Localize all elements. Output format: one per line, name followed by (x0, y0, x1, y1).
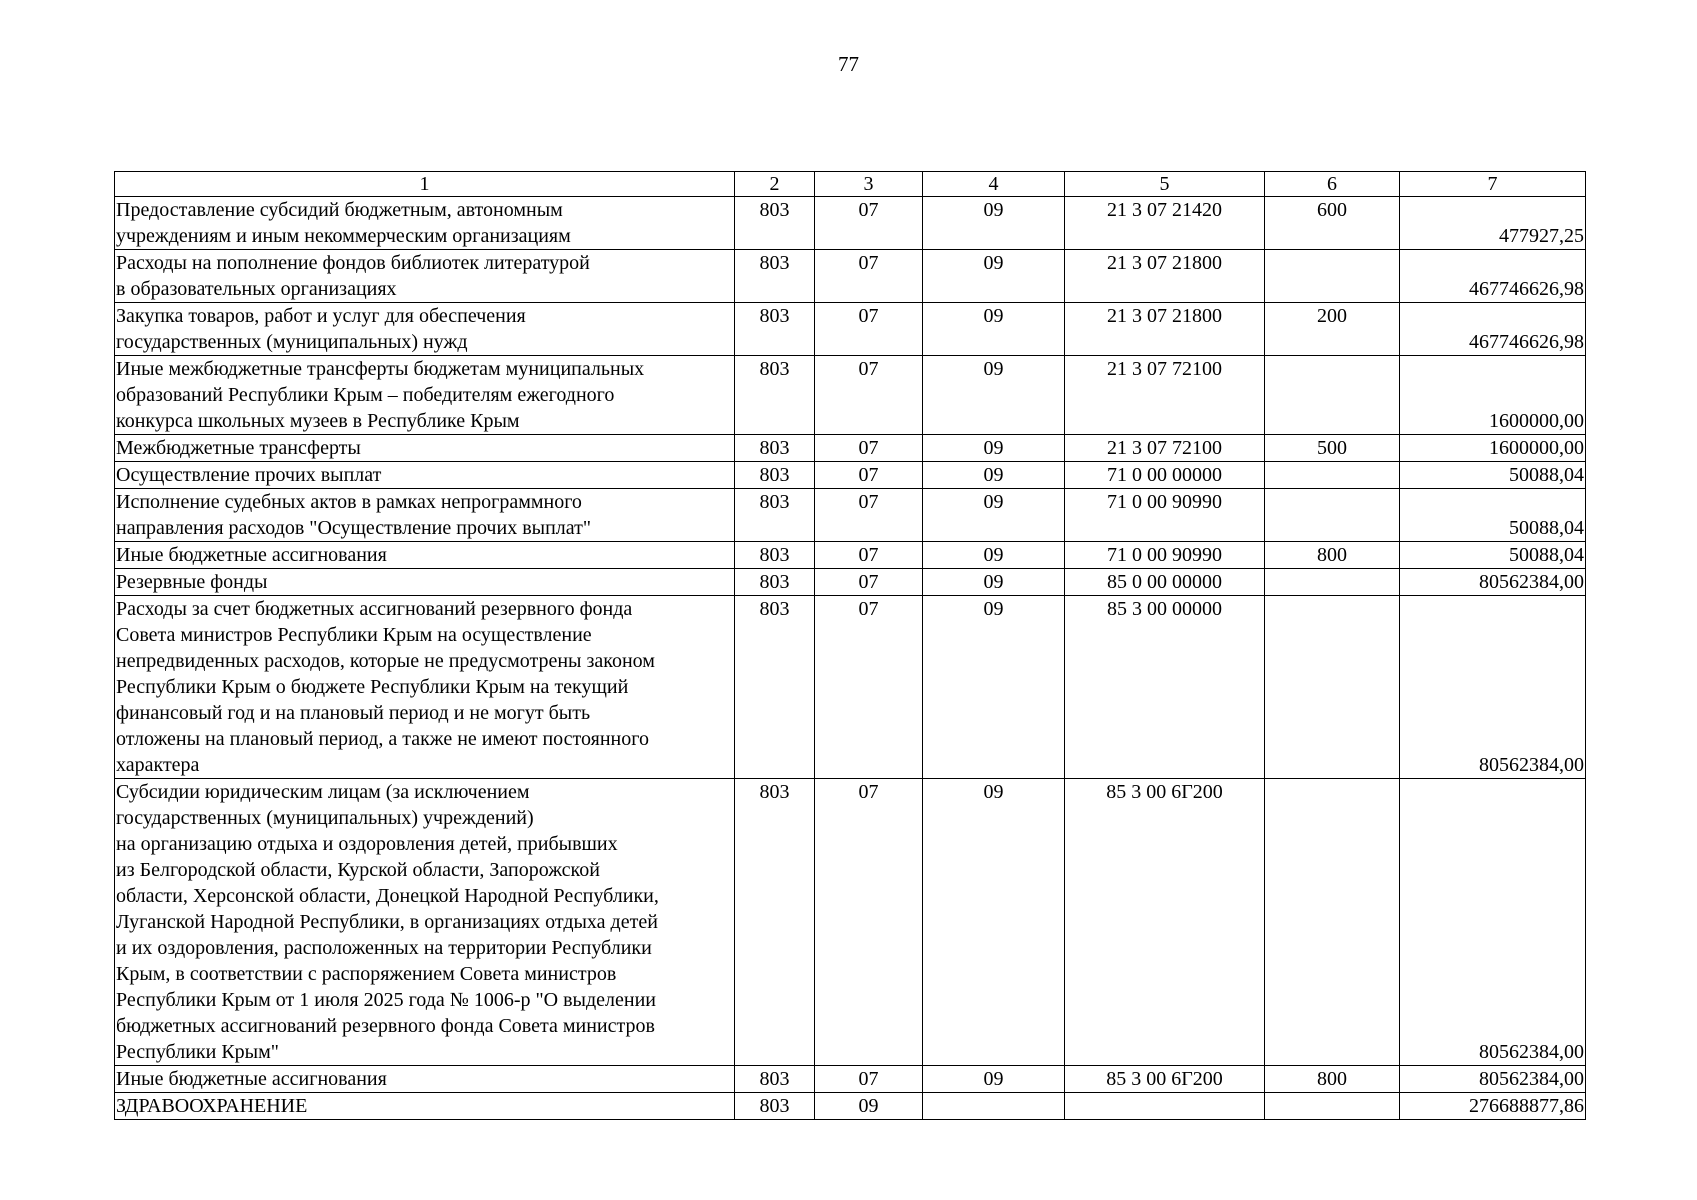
amount-cell: 80562384,00 (1400, 779, 1586, 1066)
expense-name-cell: Межбюджетные трансферты (115, 435, 735, 462)
expense-type-cell: 800 (1265, 1066, 1400, 1093)
section-code-cell: 07 (815, 569, 923, 596)
section-code-cell: 07 (815, 542, 923, 569)
target-article-cell: 21 3 07 72100 (1065, 356, 1265, 435)
table-row (115, 435, 1586, 462)
target-article-cell: 85 3 00 6Г200 (1065, 1066, 1265, 1093)
amount-cell: 80562384,00 (1400, 596, 1586, 779)
table-row (115, 596, 1586, 779)
expense-name-cell: Субсидии юридическим лицам (за исключением государственных (муниципальных) учреждений) на организацию отдыха и оздоровления детей, прибывших из Белгородской области, Курской области, Запорожской области, Херсонской области, Донецкой Народной Республики, Луганской Народной Республики, в организациях отдыха детей и их оздоровления, расположенных на территории Республики Крым, в соответствии с распоряжением Совета министров Республики Крым от 1 июля 2025 года № 1006-р "О выделении бюджетных ассигнований резервного фонда Совета министров Республики Крым" (115, 779, 735, 1066)
table-row (115, 197, 1586, 250)
section-code-cell: 07 (815, 462, 923, 489)
column-header: 3 (815, 172, 923, 197)
expense-type-cell: 800 (1265, 542, 1400, 569)
expense-name-cell: Иные бюджетные ассигнования (115, 542, 735, 569)
subsection-code-cell: 09 (923, 542, 1065, 569)
subsection-code-cell: 09 (923, 569, 1065, 596)
table-row (115, 1066, 1586, 1093)
grbs-code-cell: 803 (735, 303, 815, 356)
grbs-code-cell: 803 (735, 435, 815, 462)
amount-cell: 467746626,98 (1400, 250, 1586, 303)
target-article-cell: 21 3 07 21800 (1065, 303, 1265, 356)
column-header: 2 (735, 172, 815, 197)
grbs-code-cell: 803 (735, 596, 815, 779)
grbs-code-cell: 803 (735, 489, 815, 542)
table-row (115, 250, 1586, 303)
expense-name-cell: Расходы за счет бюджетных ассигнований резервного фонда Совета министров Республики Крым на осуществление непредвиденных расходов, которые не предусмотрены законом Республики Крым о бюджете Республики Крым на текущий финансовый год и на плановый период и не могут быть отложены на плановый период, а также не имеют постоянного характера (115, 596, 735, 779)
table-row (115, 462, 1586, 489)
grbs-code-cell: 803 (735, 250, 815, 303)
target-article-cell: 71 0 00 00000 (1065, 462, 1265, 489)
expense-type-cell (1265, 596, 1400, 779)
expense-type-cell (1265, 779, 1400, 1066)
column-header: 7 (1400, 172, 1586, 197)
table-body (115, 197, 1586, 1120)
section-code-cell: 07 (815, 596, 923, 779)
column-header: 4 (923, 172, 1065, 197)
column-header: 6 (1265, 172, 1400, 197)
expense-type-cell (1265, 356, 1400, 435)
amount-cell: 276688877,86 (1400, 1093, 1586, 1120)
section-code-cell: 09 (815, 1093, 923, 1120)
grbs-code-cell: 803 (735, 779, 815, 1066)
expense-type-cell: 500 (1265, 435, 1400, 462)
section-code-cell: 07 (815, 435, 923, 462)
expense-type-cell (1265, 1093, 1400, 1120)
expense-name-cell: Предоставление субсидий бюджетным, автономным учреждениям и иным некоммерческим организациям (115, 197, 735, 250)
subsection-code-cell: 09 (923, 596, 1065, 779)
expense-name-cell: Иные межбюджетные трансферты бюджетам муниципальных образований Республики Крым – победителям ежегодного конкурса школьных музеев в Республике Крым (115, 356, 735, 435)
expense-type-cell (1265, 462, 1400, 489)
table-row (115, 303, 1586, 356)
amount-cell: 467746626,98 (1400, 303, 1586, 356)
amount-cell: 477927,25 (1400, 197, 1586, 250)
target-article-cell: 71 0 00 90990 (1065, 489, 1265, 542)
subsection-code-cell: 09 (923, 1066, 1065, 1093)
grbs-code-cell: 803 (735, 1093, 815, 1120)
expense-type-cell (1265, 250, 1400, 303)
amount-cell: 50088,04 (1400, 542, 1586, 569)
section-code-cell: 07 (815, 303, 923, 356)
subsection-code-cell: 09 (923, 197, 1065, 250)
target-article-cell: 85 0 00 00000 (1065, 569, 1265, 596)
budget-table (114, 171, 1586, 1120)
table-row (115, 779, 1586, 1066)
grbs-code-cell: 803 (735, 542, 815, 569)
section-code-cell: 07 (815, 779, 923, 1066)
target-article-cell: 85 3 00 00000 (1065, 596, 1265, 779)
amount-cell: 50088,04 (1400, 462, 1586, 489)
expense-name-cell: Расходы на пополнение фондов библиотек литературой в образовательных организациях (115, 250, 735, 303)
table-row (115, 489, 1586, 542)
subsection-code-cell: 09 (923, 250, 1065, 303)
expense-name-cell: Закупка товаров, работ и услуг для обеспечения государственных (муниципальных) нужд (115, 303, 735, 356)
grbs-code-cell: 803 (735, 569, 815, 596)
expense-name-cell: Осуществление прочих выплат (115, 462, 735, 489)
table-header-row (115, 172, 1586, 197)
amount-cell: 80562384,00 (1400, 1066, 1586, 1093)
table-row (115, 542, 1586, 569)
subsection-code-cell (923, 1093, 1065, 1120)
subsection-code-cell: 09 (923, 462, 1065, 489)
grbs-code-cell: 803 (735, 1066, 815, 1093)
expense-name-cell: Резервные фонды (115, 569, 735, 596)
expense-type-cell (1265, 569, 1400, 596)
target-article-cell (1065, 1093, 1265, 1120)
column-header: 5 (1065, 172, 1265, 197)
grbs-code-cell: 803 (735, 356, 815, 435)
expense-name-cell: Исполнение судебных актов в рамках непрограммного направления расходов "Осуществление прочих выплат" (115, 489, 735, 542)
amount-cell: 80562384,00 (1400, 569, 1586, 596)
grbs-code-cell: 803 (735, 462, 815, 489)
expense-type-cell: 600 (1265, 197, 1400, 250)
target-article-cell: 21 3 07 21420 (1065, 197, 1265, 250)
page-number: 77 (838, 52, 859, 76)
section-code-cell: 07 (815, 489, 923, 542)
section-code-cell: 07 (815, 1066, 923, 1093)
grbs-code-cell: 803 (735, 197, 815, 250)
expense-name-cell: ЗДРАВООХРАНЕНИЕ (115, 1093, 735, 1120)
table-row (115, 1093, 1586, 1120)
subsection-code-cell: 09 (923, 779, 1065, 1066)
expense-type-cell (1265, 489, 1400, 542)
section-code-cell: 07 (815, 250, 923, 303)
target-article-cell: 21 3 07 21800 (1065, 250, 1265, 303)
section-code-cell: 07 (815, 197, 923, 250)
target-article-cell: 71 0 00 90990 (1065, 542, 1265, 569)
expense-type-cell: 200 (1265, 303, 1400, 356)
subsection-code-cell: 09 (923, 356, 1065, 435)
table-row (115, 356, 1586, 435)
section-code-cell: 07 (815, 356, 923, 435)
amount-cell: 1600000,00 (1400, 435, 1586, 462)
subsection-code-cell: 09 (923, 435, 1065, 462)
subsection-code-cell: 09 (923, 489, 1065, 542)
target-article-cell: 85 3 00 6Г200 (1065, 779, 1265, 1066)
amount-cell: 1600000,00 (1400, 356, 1586, 435)
column-header: 1 (115, 172, 735, 197)
table-row (115, 569, 1586, 596)
target-article-cell: 21 3 07 72100 (1065, 435, 1265, 462)
expense-name-cell: Иные бюджетные ассигнования (115, 1066, 735, 1093)
subsection-code-cell: 09 (923, 303, 1065, 356)
amount-cell: 50088,04 (1400, 489, 1586, 542)
